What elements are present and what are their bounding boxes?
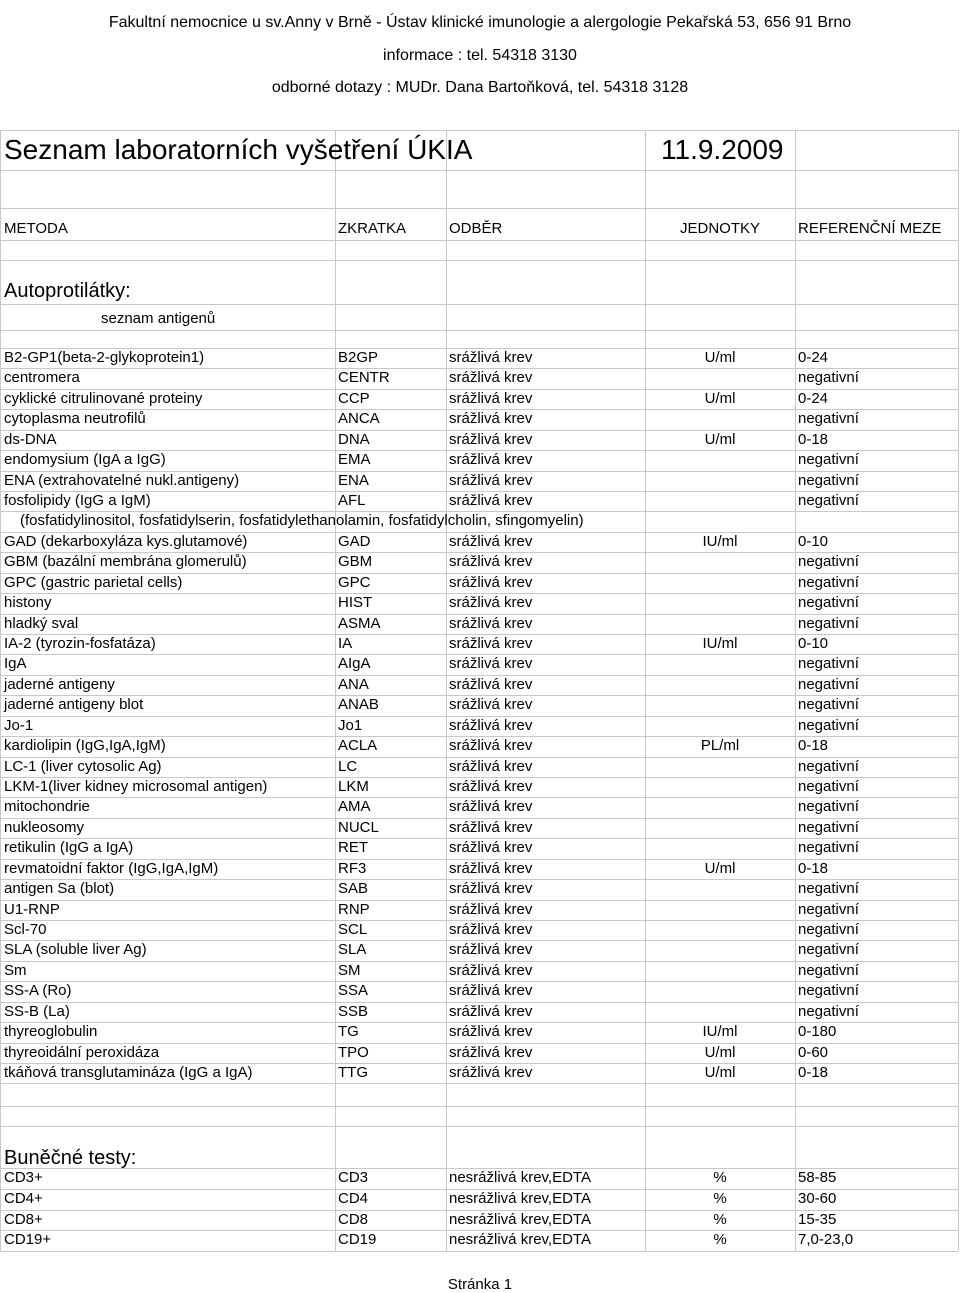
cell-meze: negativní — [798, 655, 859, 672]
cell-metoda: thyreoglobulin — [4, 1023, 98, 1040]
cell-metoda: U1-RNP — [4, 901, 60, 918]
cell-zkratka: CD3 — [338, 1169, 369, 1186]
cell-odber: srážlivá krev — [449, 533, 533, 550]
cell-meze: 0-60 — [798, 1044, 829, 1061]
cell-odber: srážlivá krev — [449, 696, 533, 713]
section-title-bunecne-testy: Buněčné testy: — [4, 1147, 137, 1169]
cell-metoda: CD19+ — [4, 1231, 52, 1248]
cell-odber: srážlivá krev — [449, 717, 533, 734]
cell-metoda: GAD (dekarboxyláza kys.glutamové) — [4, 533, 248, 550]
cell-meze: negativní — [798, 982, 859, 999]
cell-metoda: B2-GP1(beta-2-glykoprotein1) — [4, 349, 205, 366]
cell-meze: negativní — [798, 369, 859, 386]
cell-metoda: endomysium (IgA a IgG) — [4, 451, 166, 468]
cell-metoda: SS-A (Ro) — [4, 982, 72, 999]
cell-meze: 0-18 — [798, 431, 829, 448]
cell-zkratka: GAD — [338, 533, 371, 550]
cell-zkratka: ANA — [338, 676, 369, 693]
cell-meze: 0-18 — [798, 1064, 829, 1081]
cell-odber: srážlivá krev — [449, 553, 533, 570]
page-title: Seznam laboratorních vyšetření ÚKIA — [4, 134, 473, 165]
cell-metoda: LC-1 (liver cytosolic Ag) — [4, 758, 162, 775]
cell-meze: 0-18 — [798, 860, 829, 877]
cell-metoda: IA-2 (tyrozin-fosfatáza) — [4, 635, 156, 652]
cell-metoda: cyklické citrulinované proteiny — [4, 390, 203, 407]
cell-zkratka: LC — [338, 758, 358, 775]
cell-metoda: kardiolipin (IgG,IgA,IgM) — [4, 737, 166, 754]
cell-odber: srážlivá krev — [449, 431, 533, 448]
cell-odber: srážlivá krev — [449, 737, 533, 754]
cell-odber: srážlivá krev — [449, 839, 533, 856]
cell-odber: srážlivá krev — [449, 860, 533, 877]
cell-meze: negativní — [798, 962, 859, 979]
cell-metoda: nukleosomy — [4, 819, 85, 836]
cell-odber: srážlivá krev — [449, 369, 533, 386]
cell-odber: srážlivá krev — [449, 410, 533, 427]
cell-meze: negativní — [798, 574, 859, 591]
cell-odber: srážlivá krev — [449, 635, 533, 652]
header-expert-contact: odborné dotazy : MUDr. Dana Bartoňková, tel. 54318 3128 — [271, 79, 689, 96]
cell-meze: 0-18 — [798, 737, 829, 754]
cell-zkratka: AMA — [338, 798, 371, 815]
cell-jednotky: % — [713, 1211, 727, 1228]
cell-metoda: centromera — [4, 369, 80, 386]
cell-odber: srážlivá krev — [449, 1064, 533, 1081]
cell-metoda: Jo-1 — [4, 717, 34, 734]
cell-zkratka: SSA — [338, 982, 369, 999]
cell-meze: 15-35 — [798, 1211, 837, 1228]
cell-metoda: jaderné antigeny blot — [4, 696, 144, 713]
cell-zkratka: ENA — [338, 472, 369, 489]
cell-odber: srážlivá krev — [449, 880, 533, 897]
cell-zkratka: TG — [338, 1023, 359, 1040]
cell-meze: negativní — [798, 1003, 859, 1020]
cell-metoda: retikulin (IgG a IgA) — [4, 839, 134, 856]
cell-meze: negativní — [798, 717, 859, 734]
cell-zkratka: Jo1 — [338, 717, 363, 734]
cell-zkratka: CD4 — [338, 1190, 369, 1207]
cell-zkratka: SAB — [338, 880, 369, 897]
cell-zkratka: CENTR — [338, 369, 390, 386]
cell-meze: negativní — [798, 676, 859, 693]
header-institution: Fakultní nemocnice u sv.Anny v Brně - Ústav klinické imunologie a alergologie Pekařská 53, 656 91 Brno — [108, 14, 852, 31]
cell-odber: srážlivá krev — [449, 451, 533, 468]
cell-jednotky: U/ml — [704, 431, 736, 448]
cell-meze: negativní — [798, 615, 859, 632]
column-header-metoda: METODA — [4, 220, 68, 237]
cell-meze: negativní — [798, 901, 859, 918]
cell-odber: srážlivá krev — [449, 921, 533, 938]
cell-jednotky: PL/ml — [700, 737, 740, 754]
cell-metoda: hladký sval — [4, 615, 79, 632]
cell-meze: 0-180 — [798, 1023, 837, 1040]
cell-metoda: antigen Sa (blot) — [4, 880, 115, 897]
cell-zkratka: SCL — [338, 921, 368, 938]
cell-odber: nesrážlivá krev,EDTA — [449, 1190, 591, 1207]
cell-zkratka: IA — [338, 635, 353, 652]
cell-zkratka: TPO — [338, 1044, 369, 1061]
cell-meze: negativní — [798, 594, 859, 611]
cell-zkratka: AIgA — [338, 655, 371, 672]
cell-meze: negativní — [798, 921, 859, 938]
cell-zkratka: ANAB — [338, 696, 379, 713]
cell-metoda: mitochondrie — [4, 798, 90, 815]
cell-meze: negativní — [798, 778, 859, 795]
cell-jednotky: U/ml — [704, 1044, 736, 1061]
cell-zkratka: ANCA — [338, 410, 380, 427]
page-date: 11.9.2009 — [661, 134, 784, 165]
section-subtitle: seznam antigenů — [101, 310, 216, 327]
table-row-note: (fosfatidylinositol, fosfatidylserin, fosfatidylethanolamin, fosfatidylcholin, sfingomyelin) — [20, 512, 584, 529]
cell-odber: srážlivá krev — [449, 941, 533, 958]
cell-metoda: SS-B (La) — [4, 1003, 70, 1020]
cell-jednotky: U/ml — [704, 349, 736, 366]
cell-odber: nesrážlivá krev,EDTA — [449, 1231, 591, 1248]
cell-odber: srážlivá krev — [449, 1023, 533, 1040]
cell-jednotky: U/ml — [704, 390, 736, 407]
cell-metoda: tkáňová transglutamináza (IgG a IgA) — [4, 1064, 253, 1081]
cell-jednotky: % — [713, 1190, 727, 1207]
cell-jednotky: U/ml — [704, 860, 736, 877]
cell-zkratka: AFL — [338, 492, 366, 509]
cell-jednotky: % — [713, 1169, 727, 1186]
cell-odber: srážlivá krev — [449, 819, 533, 836]
header-info-phone: informace : tel. 54318 3130 — [383, 47, 577, 64]
cell-zkratka: GBM — [338, 553, 373, 570]
cell-zkratka: ASMA — [338, 615, 381, 632]
cell-meze: negativní — [798, 410, 859, 427]
cell-metoda: ds-DNA — [4, 431, 57, 448]
cell-odber: srážlivá krev — [449, 615, 533, 632]
cell-jednotky: % — [713, 1231, 727, 1248]
cell-odber: srážlivá krev — [449, 758, 533, 775]
cell-metoda: LKM-1(liver kidney microsomal antigen) — [4, 778, 268, 795]
cell-zkratka: GPC — [338, 574, 371, 591]
cell-meze: negativní — [798, 553, 859, 570]
cell-zkratka: DNA — [338, 431, 370, 448]
cell-metoda: SLA (soluble liver Ag) — [4, 941, 147, 958]
cell-metoda: jaderné antigeny — [4, 676, 115, 693]
cell-zkratka: EMA — [338, 451, 371, 468]
cell-zkratka: B2GP — [338, 349, 379, 366]
cell-zkratka: HIST — [338, 594, 373, 611]
cell-odber: srážlivá krev — [449, 901, 533, 918]
cell-zkratka: TTG — [338, 1064, 368, 1081]
cell-odber: srážlivá krev — [449, 349, 533, 366]
cell-zkratka: LKM — [338, 778, 369, 795]
cell-meze: 0-24 — [798, 390, 829, 407]
section-title-autoprotilatky: Autoprotilátky: — [4, 280, 131, 302]
cell-metoda: revmatoidní faktor (IgG,IgA,IgM) — [4, 860, 219, 877]
cell-meze: negativní — [798, 880, 859, 897]
cell-meze: 0-10 — [798, 533, 829, 550]
cell-jednotky: U/ml — [704, 1064, 736, 1081]
cell-odber: srážlivá krev — [449, 1044, 533, 1061]
column-header-zkratka: ZKRATKA — [338, 220, 407, 237]
cell-zkratka: RNP — [338, 901, 370, 918]
cell-odber: srážlivá krev — [449, 594, 533, 611]
cell-meze: negativní — [798, 941, 859, 958]
cell-meze: negativní — [798, 839, 859, 856]
cell-zkratka: SSB — [338, 1003, 369, 1020]
cell-meze: negativní — [798, 696, 859, 713]
cell-odber: srážlivá krev — [449, 962, 533, 979]
column-header-odber: ODBĚR — [449, 220, 503, 237]
column-header-meze: REFERENČNÍ MEZE — [798, 220, 942, 237]
cell-meze: 0-10 — [798, 635, 829, 652]
cell-jednotky: IU/ml — [702, 533, 738, 550]
cell-metoda: fosfolipidy (IgG a IgM) — [4, 492, 151, 509]
cell-metoda: CD8+ — [4, 1211, 43, 1228]
cell-metoda: ENA (extrahovatelné nukl.antigeny) — [4, 472, 240, 489]
cell-zkratka: ACLA — [338, 737, 378, 754]
cell-metoda: histony — [4, 594, 52, 611]
cell-jednotky: IU/ml — [702, 635, 738, 652]
cell-zkratka: SM — [338, 962, 361, 979]
cell-zkratka: CCP — [338, 390, 370, 407]
cell-meze: negativní — [798, 758, 859, 775]
cell-metoda: CD4+ — [4, 1190, 43, 1207]
cell-odber: srážlivá krev — [449, 982, 533, 999]
cell-meze: 58-85 — [798, 1169, 837, 1186]
cell-odber: srážlivá krev — [449, 492, 533, 509]
cell-meze: negativní — [798, 819, 859, 836]
cell-zkratka: RET — [338, 839, 368, 856]
cell-metoda: Scl-70 — [4, 921, 47, 938]
cell-odber: srážlivá krev — [449, 472, 533, 489]
cell-metoda: CD3+ — [4, 1169, 43, 1186]
cell-odber: srážlivá krev — [449, 574, 533, 591]
cell-zkratka: CD8 — [338, 1211, 369, 1228]
cell-odber: srážlivá krev — [449, 676, 533, 693]
cell-zkratka: SLA — [338, 941, 367, 958]
cell-zkratka: NUCL — [338, 819, 379, 836]
cell-meze: 30-60 — [798, 1190, 837, 1207]
cell-odber: nesrážlivá krev,EDTA — [449, 1169, 591, 1186]
cell-meze: negativní — [798, 492, 859, 509]
page-footer: Stránka 1 — [447, 1276, 513, 1293]
cell-metoda: GPC (gastric parietal cells) — [4, 574, 183, 591]
cell-metoda: thyreoidální peroxidáza — [4, 1044, 160, 1061]
cell-metoda: cytoplasma neutrofilů — [4, 410, 146, 427]
cell-metoda: IgA — [4, 655, 27, 672]
cell-odber: srážlivá krev — [449, 1003, 533, 1020]
cell-odber: nesrážlivá krev,EDTA — [449, 1211, 591, 1228]
cell-zkratka: RF3 — [338, 860, 367, 877]
cell-meze: negativní — [798, 798, 859, 815]
cell-meze: 7,0-23,0 — [798, 1231, 854, 1248]
cell-odber: srážlivá krev — [449, 390, 533, 407]
cell-meze: negativní — [798, 451, 859, 468]
cell-meze: 0-24 — [798, 349, 829, 366]
cell-odber: srážlivá krev — [449, 655, 533, 672]
cell-jednotky: IU/ml — [702, 1023, 738, 1040]
cell-odber: srážlivá krev — [449, 798, 533, 815]
cell-metoda: Sm — [4, 962, 27, 979]
cell-meze: negativní — [798, 472, 859, 489]
cell-zkratka: CD19 — [338, 1231, 377, 1248]
cell-odber: srážlivá krev — [449, 778, 533, 795]
column-header-jednotky: JEDNOTKY — [679, 220, 760, 237]
cell-metoda: GBM (bazální membrána glomerulů) — [4, 553, 247, 570]
